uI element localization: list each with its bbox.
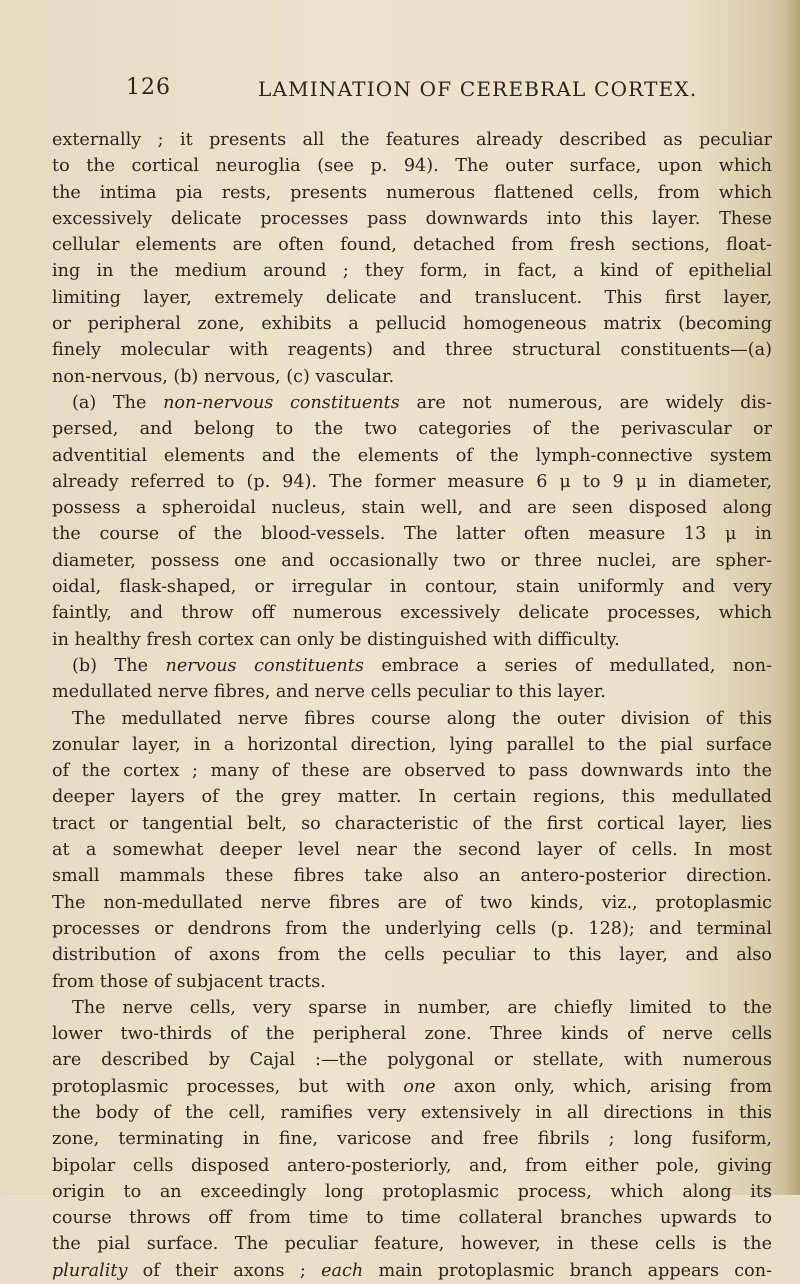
- text-line: adventitial elements and the elements of the lymph-connective system: [52, 445, 772, 466]
- text-line: the body of the cell, ramifies very extensively in all directions in this: [52, 1102, 772, 1123]
- text-line: the intima pia rests, presents numerous flattened cells, from which: [52, 182, 772, 203]
- text-line: possess a spheroidal nucleus, stain well, and are seen disposed along: [52, 498, 772, 519]
- text-line: small mammals these fibres take also an antero-posterior direction.: [52, 866, 772, 887]
- text-line: are described by Cajal :—the polygonal or stellate, with numerous: [52, 1050, 772, 1071]
- running-head: LAMINATION OF CEREBRAL CORTEX.: [258, 77, 698, 101]
- text-line: persed, and belong to the two categories of the perivascular or: [52, 419, 772, 440]
- text-line: cellular elements are often found, detached from fresh sections, float-: [52, 235, 772, 256]
- text-line: to the cortical neuroglia (see p. 94). The outer surface, upon which: [52, 156, 772, 177]
- text-line: already referred to (p. 94). The former measure 6 μ to 9 μ in diameter,: [52, 471, 772, 492]
- text-line: excessively delicate processes pass downwards into this layer. These: [52, 208, 772, 229]
- text-line: at a somewhat deeper level near the second layer of cells. In most: [52, 840, 772, 861]
- text-line: faintly, and throw off numerous excessively delicate processes, which: [52, 603, 772, 624]
- text-line: externally ; it presents all the features already described as peculiar: [52, 130, 772, 150]
- text-line: deeper layers of the grey matter. In certain regions, this medullated: [52, 787, 772, 808]
- text-line: distribution of axons from the cells peculiar to this layer, and also: [52, 945, 772, 966]
- page-gutter-shadow: [784, 0, 800, 1195]
- text-line: finely molecular with reagents) and three structural constituents—(a): [52, 340, 772, 361]
- text-line: the course of the blood-vessels. The latter often measure 13 μ in: [52, 524, 772, 545]
- text-line: The non-medullated nerve fibres are of two kinds, viz., protoplasmic: [52, 892, 772, 913]
- text-line: zone, terminating in fine, varicose and free fibrils ; long fusiform,: [52, 1129, 772, 1150]
- text-line: (b) The nervous constituents embrace a series of medullated, non-: [72, 655, 773, 676]
- text-line: in healthy fresh cortex can only be distinguished with difficulty.: [52, 629, 620, 650]
- text-line: the pial surface. The peculiar feature, however, in these cells is the: [52, 1234, 772, 1255]
- text-line: (a) The non-nervous constituents are not numerous, are widely dis-: [72, 392, 772, 413]
- text-line: non-nervous, (b) nervous, (c) vascular.: [52, 366, 395, 387]
- text-line: ing in the medium around ; they form, in fact, a kind of epithelial: [52, 261, 772, 282]
- text-line: from those of subjacent tracts.: [52, 971, 326, 992]
- text-line: lower two-thirds of the peripheral zone. Three kinds of nerve cells: [52, 1024, 772, 1045]
- page-header: [0, 75, 800, 105]
- text-line: protoplasmic processes, but with one axon only, which, arising from: [52, 1076, 773, 1097]
- text-line: of the cortex ; many of these are observed to pass downwards into the: [52, 761, 772, 782]
- text-line: medullated nerve fibres, and nerve cells peculiar to this layer.: [52, 682, 606, 703]
- text-line: The medullated nerve fibres course along the outer division of this: [72, 708, 772, 729]
- text-line: origin to an exceedingly long protoplasmic process, which along its: [52, 1181, 772, 1202]
- text-line: The nerve cells, very sparse in number, are chiefly limited to the: [72, 997, 772, 1018]
- body-text: [52, 127, 772, 1284]
- page-number: 126: [126, 75, 171, 100]
- text-line: course throws off from time to time collateral branches upwards to: [52, 1208, 772, 1229]
- text-line: bipolar cells disposed antero-posteriorly, and, from either pole, giving: [52, 1155, 772, 1176]
- text-line: limiting layer, extremely delicate and translucent. This first layer,: [52, 287, 772, 308]
- text-line: or peripheral zone, exhibits a pellucid homogeneous matrix (becoming: [52, 314, 772, 335]
- text-line: plurality of their axons ; each main protoplasmic branch appears con-: [52, 1260, 772, 1281]
- text-line: tract or tangential belt, so characteristic of the first cortical layer, lies: [52, 813, 772, 834]
- text-line: diameter, possess one and occasionally two or three nuclei, are spher-: [52, 550, 772, 571]
- text-line: zonular layer, in a horizontal direction, lying parallel to the pial surface: [52, 734, 772, 755]
- text-line: oidal, flask-shaped, or irregular in contour, stain uniformly and very: [52, 577, 772, 598]
- text-line: processes or dendrons from the underlying cells (p. 128); and terminal: [52, 918, 772, 939]
